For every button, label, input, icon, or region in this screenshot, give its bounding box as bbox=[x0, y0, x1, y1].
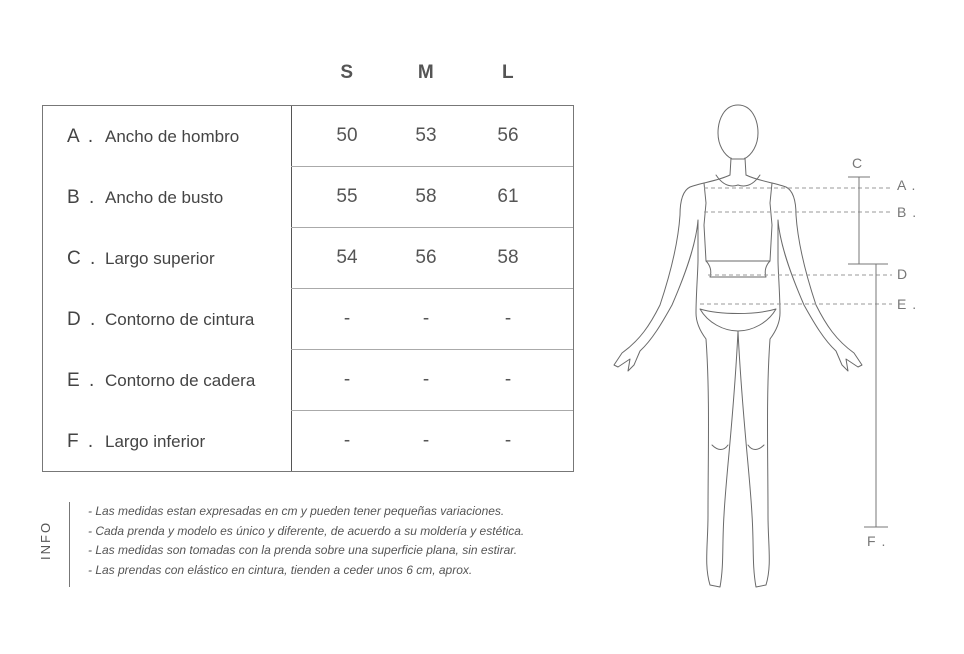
info-note: - Las medidas son tomadas con la prenda sobre una superficie plana, sin estirar. bbox=[88, 543, 518, 557]
row-letter: C . bbox=[67, 248, 98, 269]
size-header-s: S bbox=[340, 62, 354, 83]
mannequin-illustration bbox=[600, 95, 930, 595]
row-label: Largo superior bbox=[105, 249, 215, 268]
table-row-lower-length bbox=[43, 411, 573, 472]
info-notes bbox=[88, 502, 524, 580]
value-m: - bbox=[422, 430, 430, 451]
value-l: - bbox=[504, 369, 512, 390]
value-s: 54 bbox=[336, 247, 358, 268]
marker-a: A . bbox=[897, 177, 917, 193]
marker-f: F . bbox=[867, 533, 887, 549]
info-label: INFO bbox=[38, 520, 53, 560]
row-label: Contorno de cadera bbox=[105, 371, 256, 390]
size-header-row bbox=[290, 62, 574, 88]
value-l: 56 bbox=[497, 125, 519, 146]
info-note: - Las prendas con elástico en cintura, tienden a ceder unos 6 cm, aprox. bbox=[88, 562, 473, 577]
measurement-rulers bbox=[848, 177, 888, 527]
head-outline bbox=[718, 105, 758, 159]
info-divider bbox=[69, 502, 70, 587]
table-row-waist bbox=[43, 289, 573, 350]
row-label: Contorno de cintura bbox=[105, 310, 255, 329]
row-label: Largo inferior bbox=[105, 432, 206, 451]
info-note: - Cada prenda y modelo es único y diferente, de acuerdo a su moldería y estética. bbox=[88, 523, 525, 538]
value-s: - bbox=[343, 430, 351, 451]
marker-b: B . bbox=[897, 204, 918, 220]
value-m: - bbox=[422, 308, 430, 329]
size-header-l: L bbox=[501, 62, 515, 83]
body-measurement-figure bbox=[600, 95, 930, 595]
value-l: - bbox=[504, 308, 512, 329]
info-note: - Las medidas estan expresadas en cm y pueden tener pequeñas variaciones. bbox=[88, 504, 505, 518]
value-m: 56 bbox=[415, 247, 437, 268]
value-m: 58 bbox=[415, 186, 437, 207]
row-label: Ancho de hombro bbox=[105, 127, 240, 146]
value-m: 53 bbox=[415, 125, 437, 146]
measurements-table bbox=[42, 105, 574, 472]
value-s: 50 bbox=[336, 125, 358, 146]
table-row-bust bbox=[43, 167, 573, 228]
value-l: 61 bbox=[497, 186, 519, 207]
row-letter: B . bbox=[67, 187, 97, 208]
table-row-hip bbox=[43, 350, 573, 411]
table-row-shoulder bbox=[43, 106, 573, 167]
row-letter: F . bbox=[67, 431, 96, 452]
value-m: - bbox=[422, 369, 430, 390]
row-label: Ancho de busto bbox=[105, 188, 224, 207]
value-l: 58 bbox=[497, 247, 519, 268]
value-s: 55 bbox=[336, 186, 358, 207]
marker-d: D bbox=[897, 266, 909, 282]
marker-e: E . bbox=[897, 296, 918, 312]
table-row-upper-length bbox=[43, 228, 573, 289]
row-letter: E . bbox=[67, 370, 97, 391]
value-s: - bbox=[343, 308, 351, 329]
value-s: - bbox=[343, 369, 351, 390]
row-letter: A . bbox=[67, 126, 96, 147]
marker-c: C bbox=[852, 155, 864, 171]
row-letter: D . bbox=[67, 309, 98, 330]
value-l: - bbox=[504, 430, 512, 451]
size-header-m: M bbox=[417, 62, 435, 83]
